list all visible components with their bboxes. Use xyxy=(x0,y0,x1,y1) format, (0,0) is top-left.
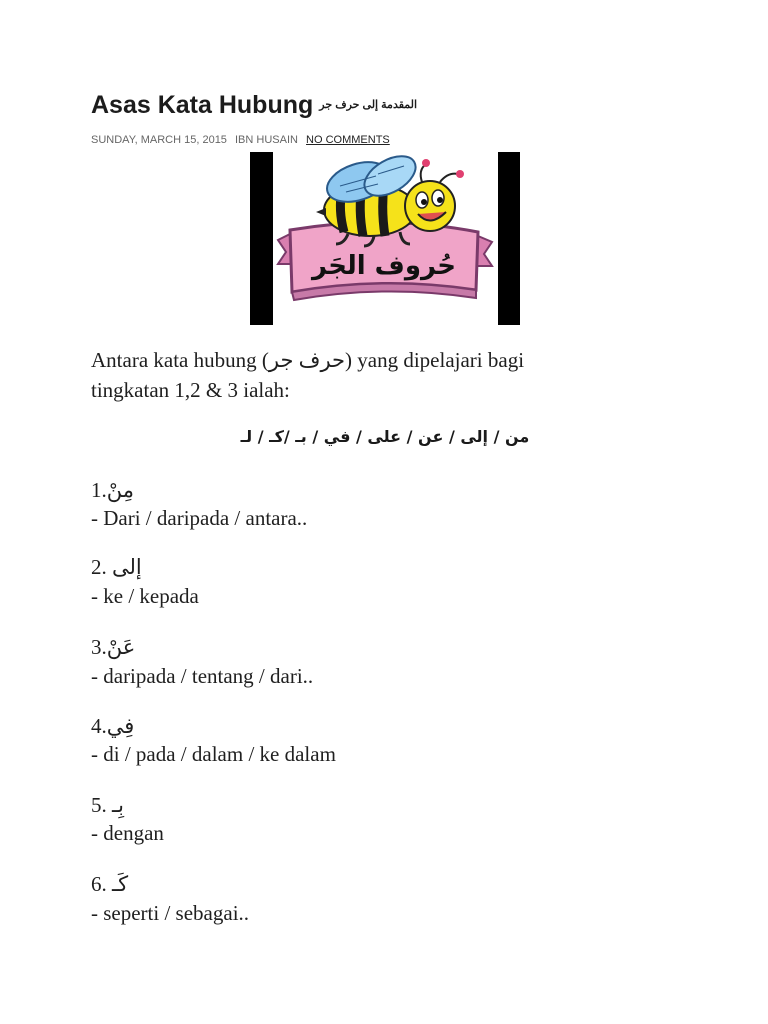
post-date: SUNDAY, MARCH 15, 2015 xyxy=(91,134,227,146)
post-title-arabic: المقدمة إلى حرف جر xyxy=(319,99,418,111)
post-title-text: Asas Kata Hubung xyxy=(91,91,314,119)
right-frame-bar xyxy=(498,152,520,325)
intro-line-2: tingkatan 1,2 & 3 ialah: xyxy=(91,378,290,402)
item-heading: 1.مِنْ xyxy=(91,478,134,502)
item-heading: 2. إلى xyxy=(91,555,142,579)
post-author[interactable]: IBN HUSAIN xyxy=(235,134,298,146)
item-meaning: - daripada / tentang / dari.. xyxy=(91,664,314,688)
item-meaning: - ke / kepada xyxy=(91,584,199,608)
item-heading: 4.فِي xyxy=(91,714,135,738)
item-heading: 6. كَـ xyxy=(91,872,129,896)
left-frame-bar xyxy=(250,152,273,325)
intro-line-1: Antara kata hubung (حرف جر) yang dipelajari bagi xyxy=(91,348,525,372)
post-title xyxy=(91,88,417,122)
comments-link[interactable]: NO COMMENTS xyxy=(306,134,390,146)
item-meaning: - dengan xyxy=(91,821,164,845)
huruf-jar-list: من / إلى / عن / على / في / بـ /كـ / لـ xyxy=(240,427,530,446)
banner-arabic-label: حُروف الجَر xyxy=(312,251,456,281)
post-meta xyxy=(91,133,395,147)
item-meaning: - seperti / sebagai.. xyxy=(91,901,250,925)
item-meaning: - di / pada / dalam / ke dalam xyxy=(91,742,336,766)
item-meaning: - Dari / daripada / antara.. xyxy=(91,506,308,530)
item-heading: 5. بِـ xyxy=(91,793,124,817)
item-heading: 3.عَنْ xyxy=(91,635,136,659)
huruf-jar-image xyxy=(250,152,520,325)
bee-banner-illustration xyxy=(250,152,520,325)
